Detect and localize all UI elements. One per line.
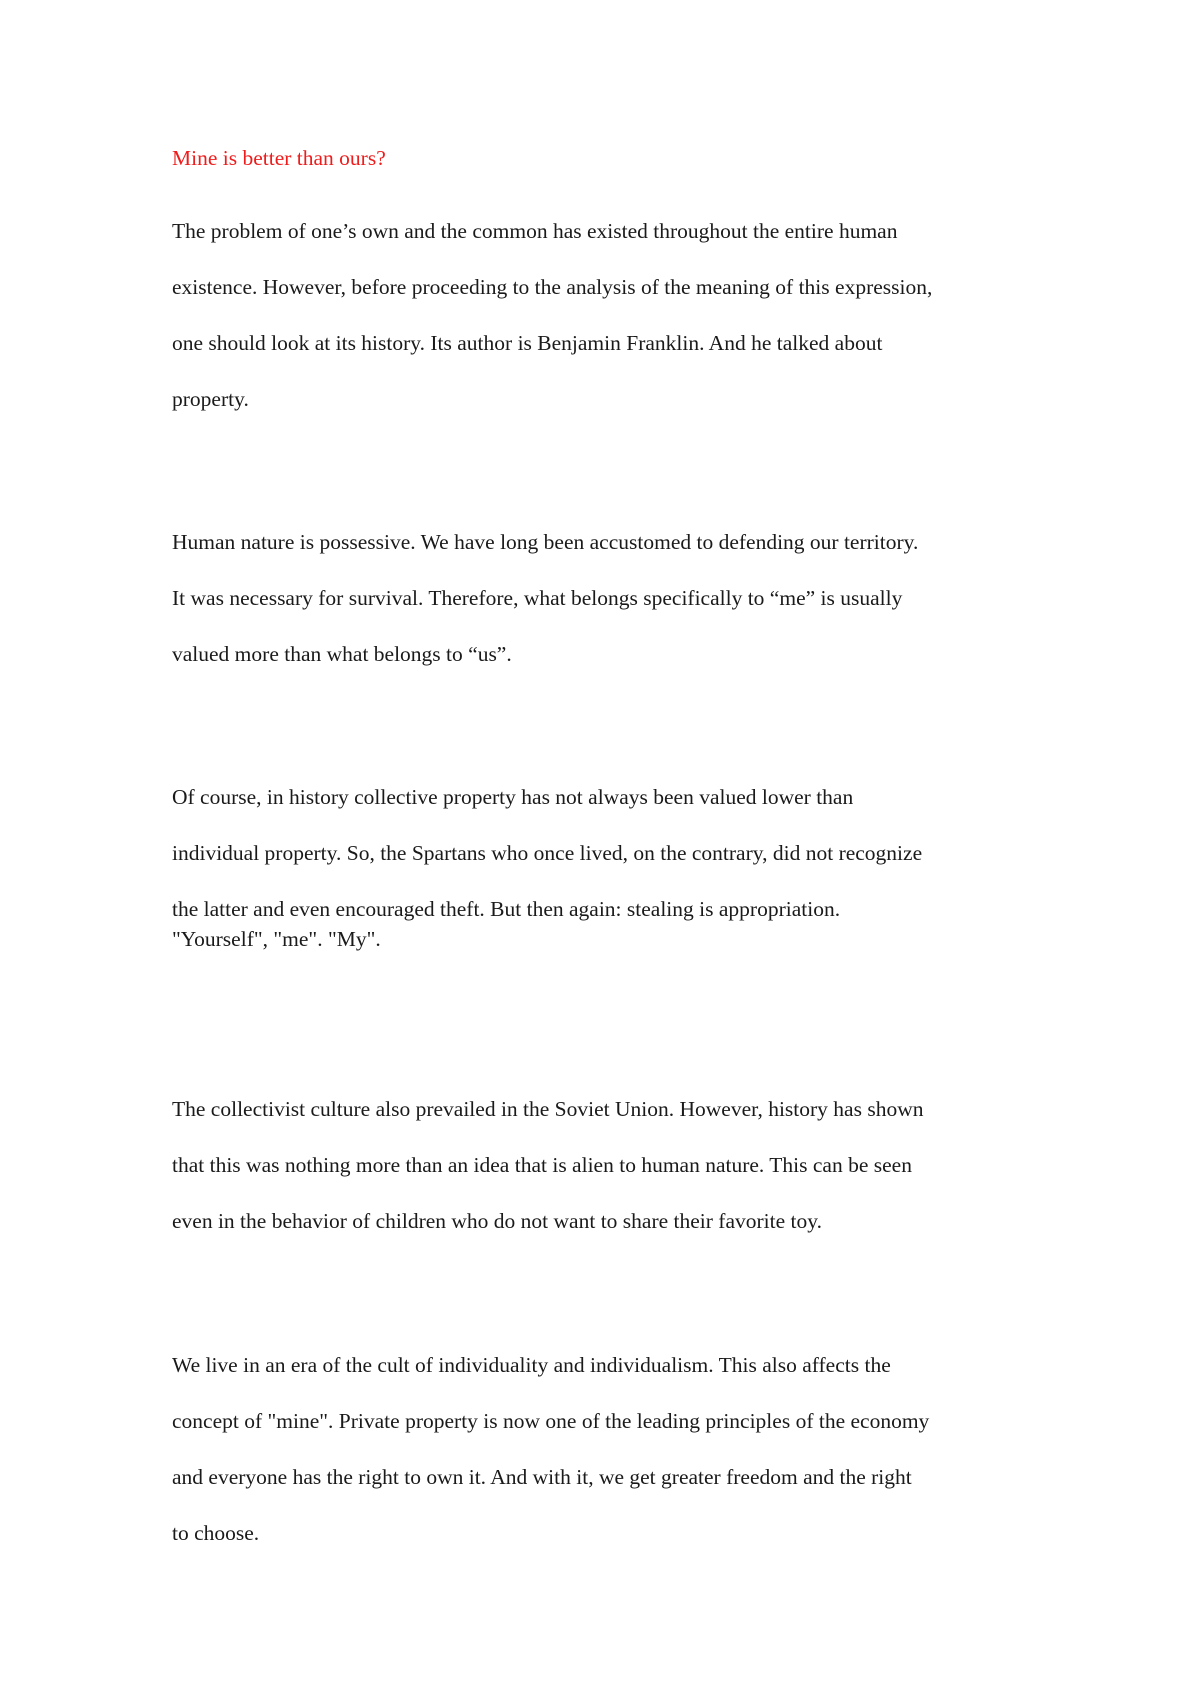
paragraph-line: one should look at its history. Its author is Benjamin Franklin. And he talked about	[172, 331, 883, 355]
paragraph-line: valued more than what belongs to “us”.	[172, 642, 512, 666]
paragraph	[172, 1350, 1052, 1574]
paragraph-line: individual property. So, the Spartans who once lived, on the contrary, did not recognize	[172, 841, 923, 865]
paragraph-line: the latter and even encouraged theft. But then again: stealing is appropriation.	[172, 897, 841, 921]
paragraph-line: Of course, in history collective property has not always been valued lower than	[172, 785, 854, 809]
paragraph-line: "Yourself", "me". "My".	[172, 927, 381, 951]
paragraph-line: concept of "mine". Private property is now one of the leading principles of the economy	[172, 1409, 930, 1433]
paragraph-line: existence. However, before proceeding to the analysis of the meaning of this expression,	[172, 275, 933, 299]
paragraph-line: Human nature is possessive. We have long been accustomed to defending our territory.	[172, 530, 919, 554]
paragraph-line: to choose.	[172, 1521, 260, 1545]
paragraph-line: The collectivist culture also prevailed in the Soviet Union. However, history has shown	[172, 1097, 924, 1121]
paragraph	[172, 782, 1052, 980]
paragraph-line: We live in an era of the cult of individuality and individualism. This also affects the	[172, 1353, 891, 1377]
document-title: Mine is better than ours?	[172, 146, 386, 170]
paragraph-line: even in the behavior of children who do not want to share their favorite toy.	[172, 1209, 822, 1233]
paragraph-line: It was necessary for survival. Therefore, what belongs specifically to “me” is usually	[172, 586, 903, 610]
paragraph-line: The problem of one’s own and the common has existed throughout the entire human	[172, 219, 898, 243]
paragraph-line: that this was nothing more than an idea that is alien to human nature. This can be seen	[172, 1153, 912, 1177]
paragraph	[172, 216, 1052, 440]
paragraph-line: and everyone has the right to own it. And with it, we get greater freedom and the right	[172, 1465, 912, 1489]
paragraph	[172, 527, 1052, 695]
paragraph-line: property.	[172, 387, 249, 411]
paragraph	[172, 1094, 1052, 1262]
